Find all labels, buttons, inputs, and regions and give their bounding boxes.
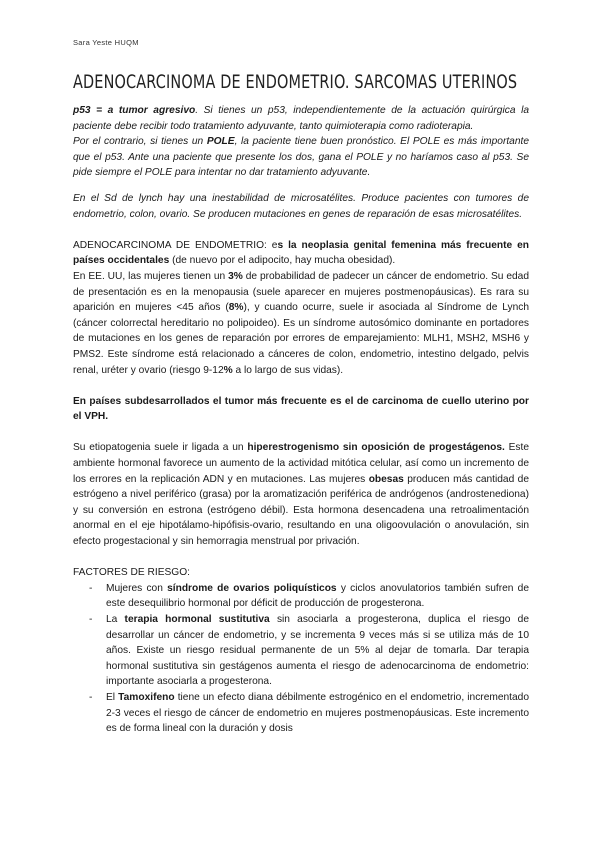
- risk-factors-heading: FACTORES DE RIESGO:: [73, 567, 190, 579]
- list-item: [73, 690, 529, 737]
- epi-pct-2: 8%: [228, 302, 244, 314]
- subdeveloped-bold: En países subdesarrollados el tumor más frecuente es el de carcinoma de cuello uterino por el VPH.: [73, 395, 529, 423]
- page-title: ADENOCARCINOMA DE ENDOMETRIO. SARCOMAS UTERINOS: [73, 72, 518, 93]
- etio-pre: Su etiopatogenia suele ir ligada a un: [73, 442, 248, 454]
- document-body: [73, 103, 529, 737]
- intro-pole-paragraph: [73, 134, 529, 181]
- epi-text-4: a lo largo de sus vidas).: [232, 364, 344, 376]
- pole-pre: Por el contrario, si tienes un: [73, 136, 207, 148]
- epi-text-3: ), y cuando ocurre, suele ir asociada al Síndrome de Lynch (cáncer colorrectal hereditario no polipoideo). Es un síndrome autosómico dominante en portadores de mutaciones en los genes de reparación por errores de emparejamiento: MLH1, MSH2, MSH6 y PMS2. Este síndrome está relacionado a cánceres de colon, endometrio, intestino delgado, pelvis renal, uréter y ovario (riesgo 9-12: [73, 302, 529, 376]
- item-pre: La: [106, 614, 125, 625]
- definition-bold: s la neoplasia genital femenina más frecuente en países occidentales: [73, 239, 529, 267]
- lynch-paragraph: En el Sd de lynch hay una inestabilidad de microsatélites. Produce pacientes con tumores de endometrio, colon, ovario. Se producen mutaciones en genes de reparación de esas microsatélites.: [73, 192, 529, 220]
- etio-tail: producen más cantidad de estrógeno a nivel periférico (grasa) por la aromatización periférica de andrógenos (androstenediona) y su conversión en estrona (estrógeno débil). Esta hormona desencadena una retroalimentación anormal en el eje hipotálamo-hipófisis-ovario, resultando en una oligoovulación o anovulación, sin efecto progestacional y sin hemorragia menstrual por privación.: [73, 473, 529, 548]
- epi-pct-1: 3%: [228, 270, 243, 282]
- item-bold: síndrome de ovarios poliquísticos: [167, 582, 337, 594]
- item-bold: Tamoxifeno: [118, 691, 175, 703]
- epi-text-2: de probabilidad de padecer un cáncer de endometrio. Su edad de presentación es en la menopausia (suele aparecer en mujeres postmenopáusicas). Es rara su aparición en mujeres <45 años (: [73, 270, 529, 314]
- etiopathogenesis-paragraph: [73, 440, 529, 549]
- item-post: sin asociarla a progesterona, duplica el riesgo de desarrollar un cáncer de endometrio, y se incrementa 9 veces más si se utiliza más de 10 años. Existe un riesgo residual permanente de un 5% al dejar de tomarla. Dar terapia hormonal sustitutiva sin gestágenos aumenta el riesgo de adenocarcinoma de endometrio: importante asociarla a progesterona.: [106, 614, 529, 688]
- list-dash: -: [89, 691, 93, 703]
- definition-lead: ADENOCARCINOMA DE ENDOMETRIO: e: [73, 239, 278, 251]
- author-header: Sara Yeste HUQM: [73, 38, 139, 47]
- list-item: [73, 581, 529, 612]
- list-dash: -: [89, 582, 93, 594]
- p53-text: . Si tienes un p53, independientemente de la actuación quirúrgica la paciente debe recibir todo tratamiento adyuvante, tanto quimioterapia como radioterapia.: [73, 105, 529, 132]
- item-post: y ciclos anovulatorios también sufren de este desequilibrio hormonal por déficit de producción de progesterona.: [106, 582, 529, 610]
- item-post: tiene un efecto diana débilmente estrogénico en el endometrio, incrementado 2-3 veces el riesgo de cáncer de endometrio en mujeres postmenopáusicas. Este incremento es de forma lineal con la duración y dosis: [106, 691, 530, 735]
- pole-text: , la paciente tiene buen pronóstico. El POLE es más importante que el p53. Ante una paciente que presente los dos, gana el POLE y no haríamos caso al p53. Se pide siempre el POLE para intentar no dar tratamiento adyuvante.: [73, 136, 529, 179]
- list-dash: -: [89, 614, 93, 625]
- list-item: [73, 612, 529, 690]
- risk-factors-list: [73, 581, 529, 737]
- etio-bold: hiperestrogenismo sin oposición de progestágenos.: [247, 442, 505, 454]
- subdeveloped-paragraph: [73, 394, 529, 425]
- epi-pct-3: %: [223, 364, 233, 376]
- item-pre: El: [106, 691, 119, 703]
- epi-text-1: En EE. UU, las mujeres tienen un: [73, 270, 229, 282]
- definition-paragraph: [73, 238, 529, 269]
- etio-mid: Este ambiente hormonal favorece un aumento de la actividad mitótica celular, así como un incremento de los errores en la replicación ADN y en mutaciones. Las mujeres: [73, 442, 529, 485]
- epidemiology-paragraph: [73, 269, 529, 378]
- definition-tail: (de nuevo por el adipocito, hay mucha obesidad).: [169, 255, 396, 267]
- p53-bold: p53 = a tumor agresivo: [73, 105, 196, 116]
- intro-p53-paragraph: [73, 103, 529, 134]
- item-bold: terapia hormonal sustitutiva: [124, 614, 270, 625]
- etio-bold-obesas: obesas: [368, 473, 404, 485]
- item-pre: Mujeres con: [106, 582, 168, 594]
- pole-bold: POLE: [206, 136, 235, 148]
